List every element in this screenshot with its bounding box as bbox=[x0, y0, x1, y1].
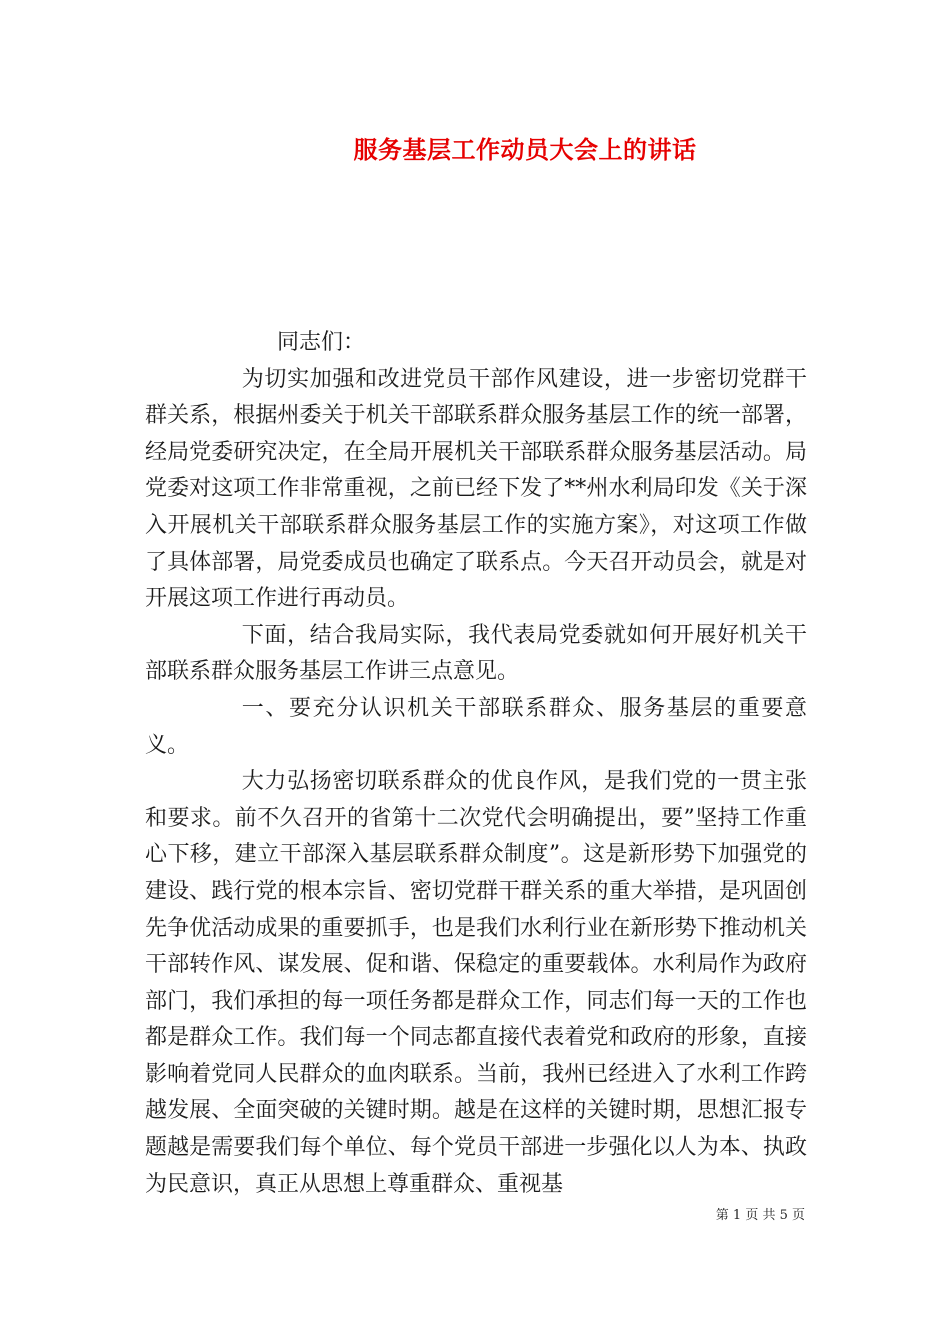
section-heading-1: 一、要充分认识机关干部联系群众、服务基层的重要意义。 bbox=[145, 695, 807, 758]
paragraph-outline: 下面，结合我局实际，我代表局党委就如何开展好机关干部联系群众服务基层工作讲三点意见。 bbox=[145, 622, 807, 685]
document-body bbox=[145, 325, 807, 1203]
greeting-line: 同志们： bbox=[277, 330, 366, 355]
paragraph-intro: 为切实加强和改进党员干部作风建设，进一步密切党群干群关系，根据州委关于机关干部联系群众服务基层工作的统一部署，经局党委研究决定，在全局开展机关干部联系群众服务基层活动。局党委对这项工作非常重视，之前已经下发了**州水利局印发《关于深入开展机关干部联系群众服务基层工作的实施方案》，对这项工作做了具体部署，局党委成员也确定了联系点。今天召开动员会，就是对开展这项工作进行再动员。 bbox=[145, 366, 807, 612]
page-number: 第 1 页 共 5 页 bbox=[715, 1208, 805, 1223]
paragraph-section-1: 大力弘扬密切联系群众的优良作风，是我们党的一贯主张和要求。前不久召开的省第十二次党代会明确提出，要”坚持工作重心下移，建立干部深入基层联系群众制度”。这是新形势下加强党的建设、践行党的根本宗旨、密切党群干群关系的重大举措，是巩固创先争优活动成果的重要抓手，也是我们水利行业在新形势下推动机关干部转作风、谋发展、促和谐、保稳定的重要载体。水利局作为政府部门，我们承担的每一项任务都是群众工作，同志们每一天的工作也都是群众工作。我们每一个同志都直接代表着党和政府的形象，直接影响着党同人民群众的血肉联系。当前，我州已经进入了水利工作跨越发展、全面突破的关键时期。越是在这样的关键时期，思想汇报专题越是需要我们每个单位、每个党员干部进一步强化以人为本、执政为民意识，真正从思想上尊重群众、重视基 bbox=[145, 769, 807, 1197]
document-title: 服务基层工作动员大会上的讲话 bbox=[353, 135, 697, 164]
